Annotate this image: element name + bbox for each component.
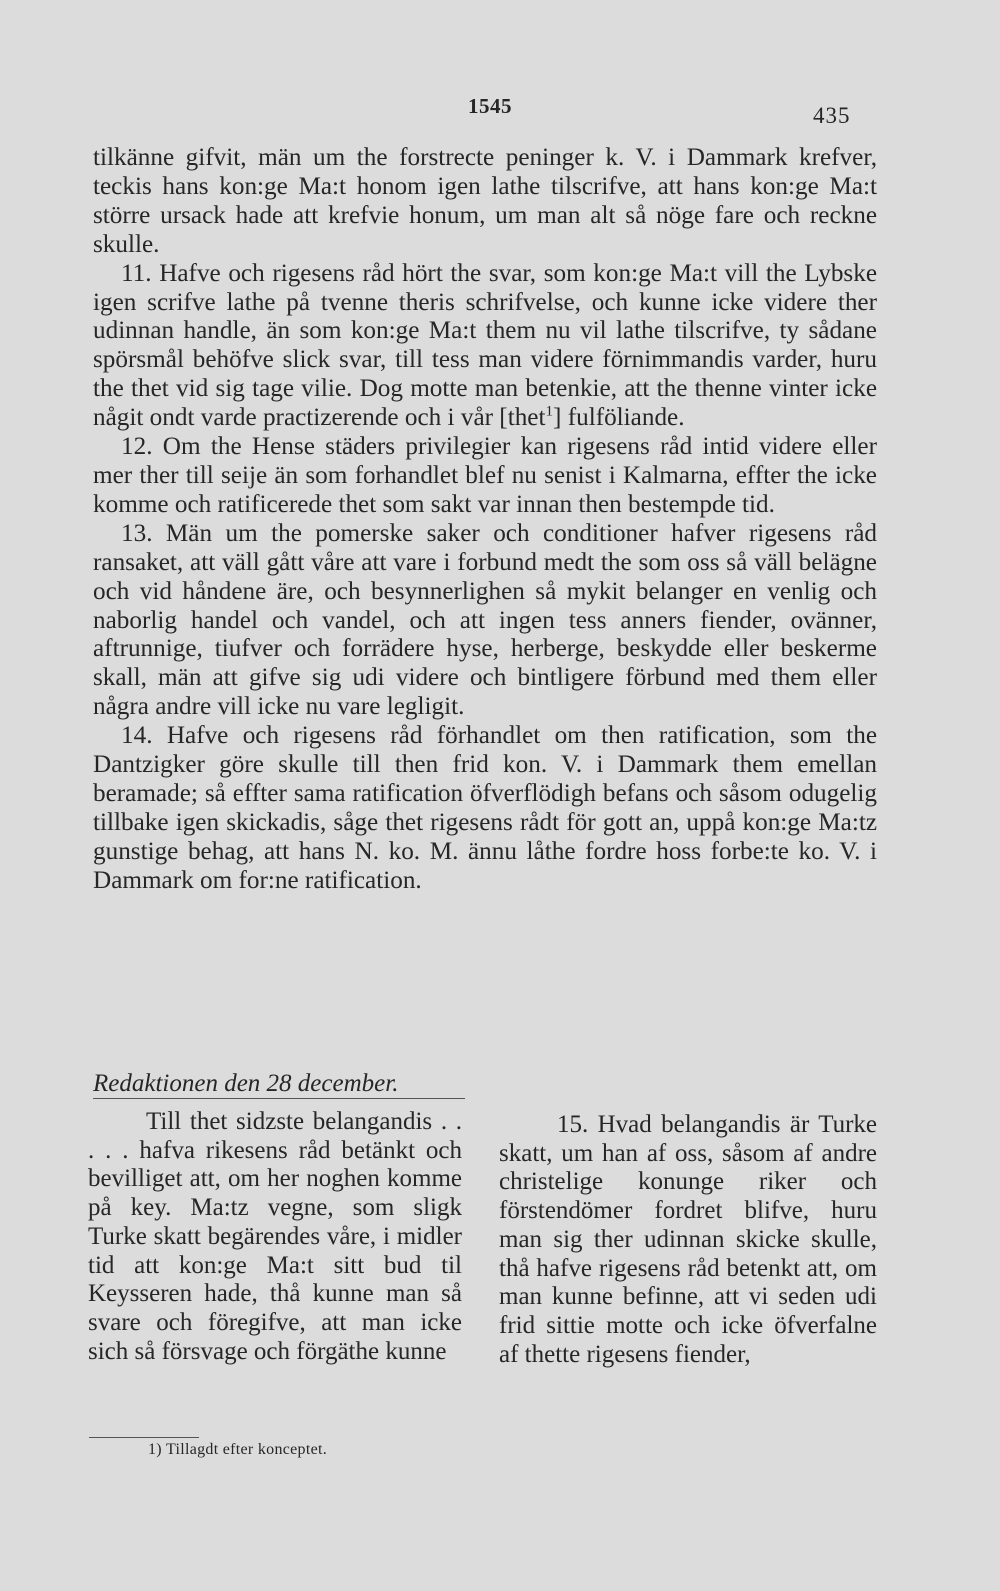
footnote-text: Tillagdt efter konceptet.: [165, 1441, 328, 1458]
redaction-heading: Redaktionen den 28 december.: [93, 1070, 399, 1097]
paragraph-number: 12.: [121, 433, 153, 461]
heading-rule: [93, 1098, 465, 1099]
footnote: [148, 1441, 327, 1459]
paragraph-text-end: ] fulföliande.: [553, 404, 685, 432]
paragraph-continuation: [93, 144, 877, 260]
paragraph-number: 11.: [121, 259, 152, 287]
running-head-year: 1545: [468, 94, 512, 118]
footnote-marker: 1): [148, 1441, 162, 1458]
paragraph-text: tilkänne gifvit, män um the forstrecte peninger k. V. i Dammark krefver, teckis hans kon:ge Ma:t honom igen lathe tilscrifve, att hans kon:ge Ma:t större ursack hade att krefvie honum, um man alt så nöge fare och reckne skulle.: [93, 144, 877, 258]
paragraph-number: 13.: [121, 519, 153, 547]
page-number: 435: [813, 103, 851, 128]
paragraph-13: [93, 520, 877, 722]
paragraph-text: Hafve och rigesens råd förhandlet om then ratification, som the Dantzigker göre skulle till then frid kon. V. i Dammark them emellan beramade; så effter sama ratification öfverflödigh befans och såsom odugelig tillbake igen skickadis, såge thet rigesens rådt för gott an, uppå kon:ge Ma:tz gunstige behag, att hans N. ko. M. ännu låthe fordre hoss forbe:te ko. V. i Dammark om for:ne ratification.: [93, 722, 878, 894]
paragraph-text: Män um the pomerske saker och conditioner hafver rigesens råd ransaket, att väll gått våre att vare i forbund medt the som oss så väll belägne och vid håndene äre, och besynnerlighen så mykit belanger en venlig och naborlig handel och vandel, och att ingen tess anners fiender, ovänner, aftrunnige, tiufver och forrädere hyse, herberge, beskydde eller beskerme skall, män att gifve sig udi videre och bintligere förbund med them eller några andre vill icke nu vare legligit.: [93, 519, 877, 721]
paragraph-number: 15.: [557, 1111, 589, 1138]
left-column-text: Till thet sidzste belangandis . . . . . hafva rikesens råd betänkt och bevilliget att, om her noghen komme på key. Ma:tz vegne, som sligk Turke skatt begärendes våre, i midler tid att kon:ge Ma:t sitt bud til Keysseren hade, thå kunne man så svare och föregifve, att man icke sich så försvage och förgäthe kunne: [88, 1108, 462, 1365]
paragraph-14: [93, 722, 877, 895]
paragraph-11: [93, 260, 877, 433]
footnote-ref: 1: [545, 403, 554, 420]
paragraph-text: Hafve och rigesens råd hört the svar, som kon:ge Ma:t vill the Lybske igen scrifve lathe på tvenne theris schrifvelse, och kunne icke videre ther udinnan handle, än som kon:ge Ma:t them nu vil lathe tilscrifve, ty sådane spörsmål behöfve slick svar, till tess man videre förnimmandis varder, huru the thet vid sig tage vilie. Dog motte man betenkie, att the thenne vinter icke någit ondt varde practizerende och i vår [thet: [93, 259, 878, 432]
paragraph-text: Om the Hense städers privilegier kan rigesens råd intid videre eller mer ther till seije än som forhandlet blef nu senist i Kalmarna, effter the icke komme och ratificerede thet som sakt var innan then bestempde tid.: [93, 433, 877, 518]
paragraph-text: Hvad belangandis är Turke skatt, um han af oss, såsom af andre christelige konunge riker och förstendömer fordret blifve, huru man sig ther udinnan skicke skulle, thå hafve rigesens råd betenkt att, om man kunne befinne, att vi seden udi frid sittie motte och icke öfverfalne af thette rigesens fiender,: [499, 1111, 878, 1368]
footnote-rule: [89, 1437, 199, 1438]
paragraph-12: [93, 433, 877, 520]
left-column: [88, 1108, 462, 1366]
paragraph-number: 14.: [121, 722, 153, 750]
paragraph-15: [499, 1111, 877, 1369]
main-text: [93, 144, 877, 896]
right-column: [499, 1111, 877, 1369]
